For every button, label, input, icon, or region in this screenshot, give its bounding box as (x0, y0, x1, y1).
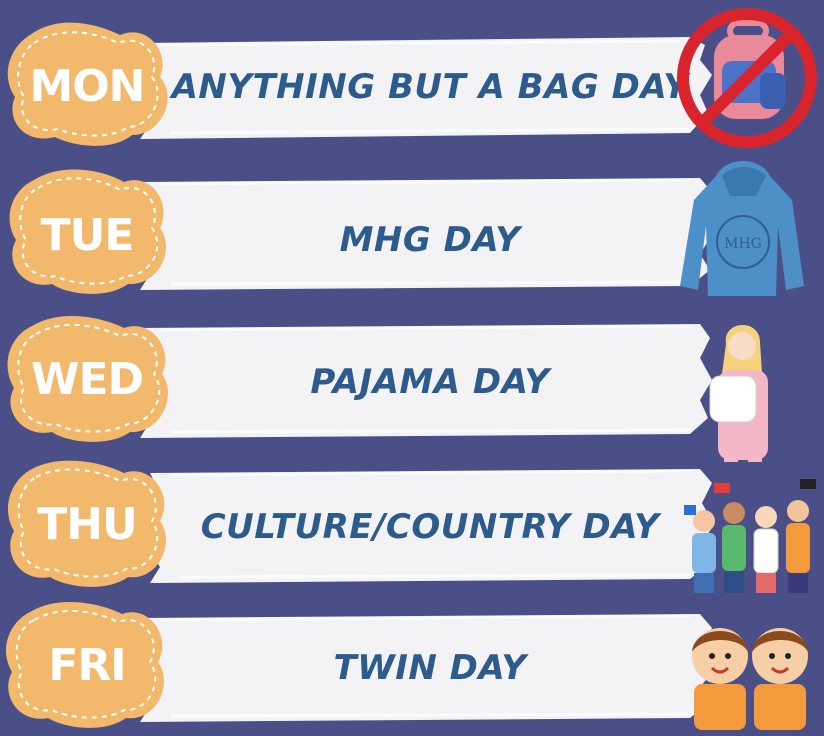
day-row-fri (0, 594, 824, 734)
day-label: WED (30, 354, 144, 405)
day-row-mon (0, 15, 824, 155)
school-hoodie-icon (676, 156, 806, 306)
day-row-wed (0, 310, 824, 450)
event-label: PAJAMA DAY (310, 362, 550, 402)
event-label: ANYTHING BUT A BAG DAY (171, 67, 689, 107)
event-label: CULTURE/COUNTRY DAY (200, 507, 660, 547)
twin-kids-icon (676, 612, 824, 734)
event-label: TWIN DAY (333, 648, 527, 688)
day-row-tue (0, 162, 824, 302)
day-label: FRI (48, 640, 126, 691)
crossed-out-backpack-icon (672, 3, 822, 153)
event-label: MHG DAY (339, 220, 521, 260)
day-label: TUE (40, 210, 134, 261)
day-row-thu (0, 455, 824, 595)
hoodie-logo-text: MHG (724, 236, 762, 252)
people-with-flags-icon (680, 475, 824, 595)
girl-hugging-pillow-icon (696, 314, 786, 464)
day-label: MON (29, 61, 145, 112)
day-label: THU (37, 499, 137, 550)
